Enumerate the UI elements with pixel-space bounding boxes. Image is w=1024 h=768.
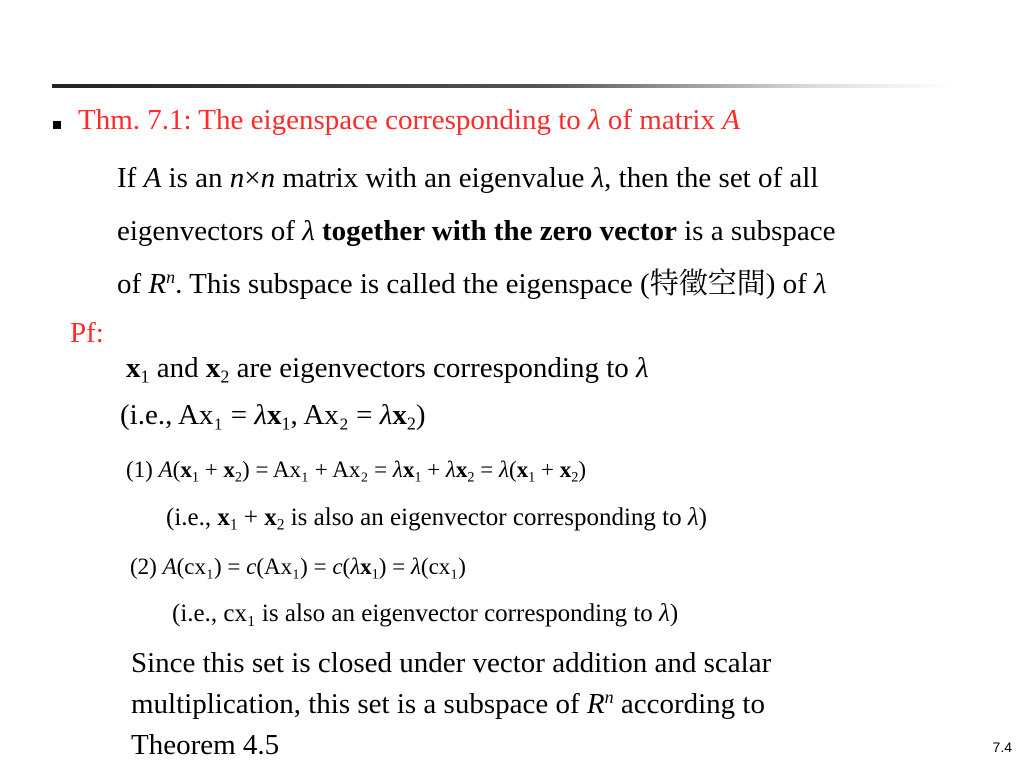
statement-line-2-bold: together with the zero vector bbox=[322, 215, 677, 247]
proof-line-4: (i.e., $x_1 + x_2$ is also an eigenvector corresponding to λ) bbox=[166, 504, 707, 534]
conclusion-line-1: Since this set is closed under vector addition and scalar bbox=[131, 647, 772, 679]
proof-line-5: (2) $A(cx_1) = c(Ax_1) = c(\lambda x_1) = \lambda(cx_1)$ bbox=[130, 554, 466, 583]
proof-line-1: $x_1$ and $x_2$ are eigenvectors corresponding to λ bbox=[126, 352, 649, 387]
statement-line-3: of $R^n$. This subspace is called the eigenspace (特徵空間) of λ bbox=[117, 267, 827, 300]
title-divider-line bbox=[52, 84, 952, 88]
theorem-title: Thm. 7.1: The eigenspace corresponding to λ of matrix A bbox=[78, 104, 740, 136]
statement-line-1: If A is an n×n matrix with an eigenvalue λ, then the set of all bbox=[117, 162, 819, 194]
proof-line-3: (1) $A(x_1 + x_2) = Ax_1 + Ax_2 = \lambda x_1 + \lambda x_2 = \lambda(x_1 + x_2)$ bbox=[126, 457, 587, 486]
statement-line-2-start: eigenvectors of λ bbox=[117, 215, 315, 247]
statement-line-2-end: is a subspace bbox=[684, 215, 836, 247]
proof-line-2: (i.e., $Ax_1 = \lambda x_1$, $Ax_2 = \lambda x_2$) bbox=[120, 399, 426, 434]
statement-line-2 bbox=[117, 214, 836, 248]
conclusion-line-2: multiplication, this set is a subspace of $R^n$ according to bbox=[131, 687, 765, 720]
page-number: 7.4 bbox=[992, 739, 1012, 755]
proof-label: Pf: bbox=[70, 317, 104, 349]
conclusion-line-3: Theorem 4.5 bbox=[131, 729, 280, 761]
square-bullet-icon bbox=[53, 121, 61, 129]
proof-line-6: (i.e., cx₁ is also an eigenvector corresponding to λ) bbox=[172, 600, 679, 627]
